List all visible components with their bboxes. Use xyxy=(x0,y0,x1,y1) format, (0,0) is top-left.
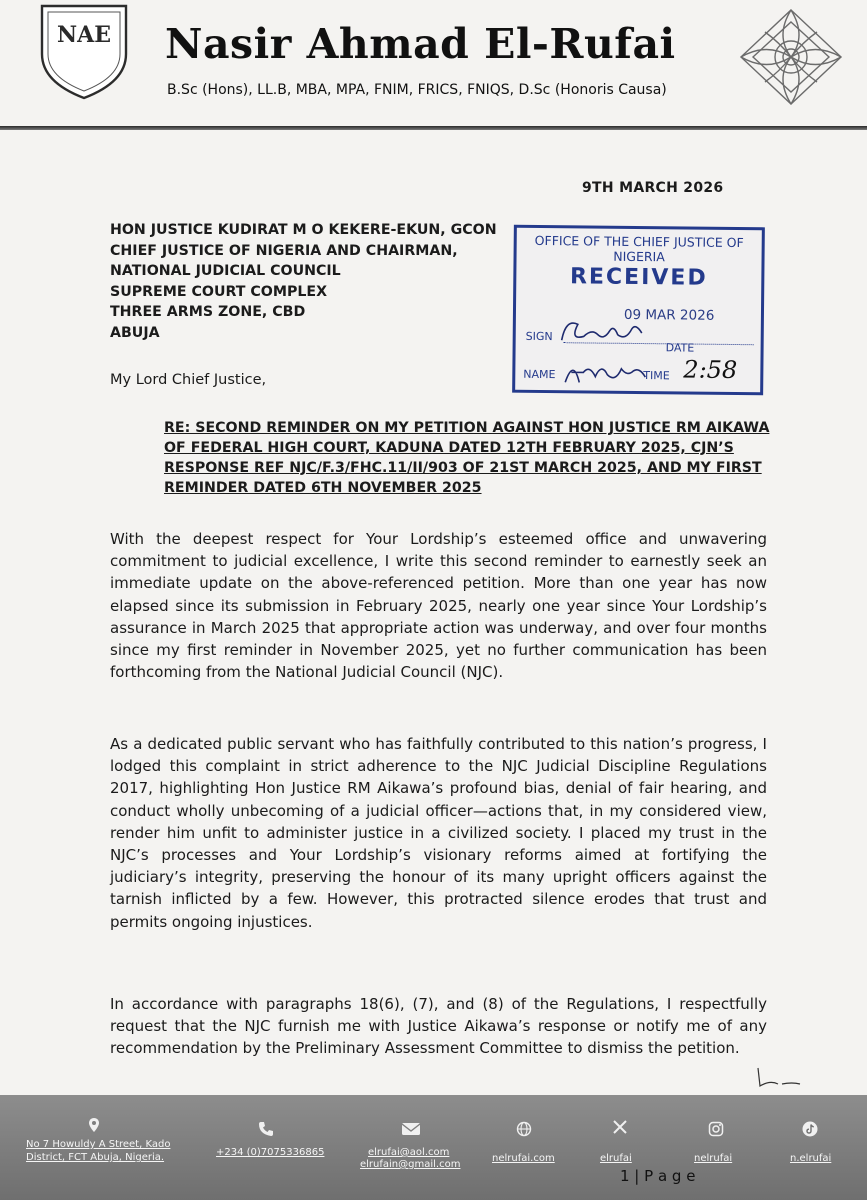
phone-icon xyxy=(258,1121,274,1137)
stamp-date-label: DATE xyxy=(665,341,695,355)
body-paragraph: In accordance with paragraphs 18(6), (7), and (8) of the Regulations, I respectfully request that the NJC furnish me with Justice Aikawa’s response or notify me of any recommendation by the Preliminary Assessment Committee to dismiss the petition. xyxy=(110,995,767,1058)
globe-icon xyxy=(516,1121,532,1137)
footer-instagram[interactable]: nelrufai xyxy=(694,1153,733,1164)
handwritten-initials xyxy=(752,1064,802,1090)
tiktok-icon xyxy=(802,1121,818,1137)
stamp-office: OFFICE OF THE CHIEF JUSTICE OF NIGERIA xyxy=(534,232,744,265)
recipient-address xyxy=(110,220,497,343)
body-paragraph: As a dedicated public servant who has faithfully contributed to this nation’s progress, I lodged this complaint in strict adherence to the NJC Judicial Discipline Regulations 2017, highlighting Hon Justice RM Aikawa’s profound bias, denial of fair hearing, and conduct wholly unbecoming of a judicial officer—actions that, in my considered view, render him unfit to administer justice in a civilized society. I placed my trust in the NJC’s processes and Your Lordship’s visionary reforms aimed at fortifying the judiciary’s integrity, preserving the honour of its many upright officers against the tarnish inflicted by a few. However, this protracted silence erodes that trust and permits ongoing injustices. xyxy=(110,735,767,931)
nae-shield-logo xyxy=(36,2,132,100)
address-line: ABUJA xyxy=(110,324,160,341)
letterhead-qualifications: B.Sc (Hons), LL.B, MBA, MPA, FNIM, FRICS, FNIQS, D.Sc (Honoris Causa) xyxy=(167,82,667,98)
footer-contact-band xyxy=(0,1095,867,1200)
location-icon xyxy=(86,1117,102,1133)
stamp-date: 09 MAR 2026 xyxy=(623,306,715,324)
footer-x-handle[interactable]: elrufai xyxy=(600,1153,632,1164)
body-paragraph: With the deepest respect for Your Lordship’s esteemed office and unwavering commitment to judicial excellence, I write this second reminder to earnestly seek an immediate update on the above-referenced petition. More than one year has now elapsed since its submission in February 2025, nearly one year since Your Lordship’s assurance in March 2025 that appropriate action was underway, and over four months since my first reminder in November 2025, yet no further communication has been forthcoming from the National Judicial Council (NJC). xyxy=(110,530,767,682)
header-divider xyxy=(0,126,867,130)
address-line: NATIONAL JUDICIAL COUNCIL xyxy=(110,263,341,279)
ornamental-emblem-icon xyxy=(735,6,847,108)
footer-email[interactable]: elrufai@aol.com xyxy=(368,1147,450,1158)
letterhead-name: Nasir Ahmad El-Rufai xyxy=(165,20,676,68)
subject-line: RE: SECOND REMINDER ON MY PETITION AGAINST HON JUSTICE RM AIKAWA OF FEDERAL HIGH COURT, KADUNA DATED 12TH FEBRUARY 2025, CJN’S RESPONSE REF NJC/F.3/FHC.11/II/903 OF 21ST MARCH 2025, AND MY FIRST REMINDER DATED 6TH NOVEMBER 2025 xyxy=(164,420,770,496)
stamp-time-value: 2:58 xyxy=(683,355,738,385)
stamp-sign-label: SIGN xyxy=(525,329,553,344)
footer-tiktok[interactable]: n.elrufai xyxy=(790,1153,832,1164)
address-line: SUPREME COURT COMPLEX xyxy=(110,283,328,300)
stamp-name-label: NAME xyxy=(523,367,556,382)
x-icon xyxy=(612,1119,628,1135)
footer-address-line: No 7 Howuldy A Street, Kado xyxy=(26,1139,171,1150)
page-number: 1 | P a g e xyxy=(620,1167,696,1185)
footer-email[interactable]: elrufain@gmail.com xyxy=(360,1159,461,1170)
address-line: HON JUSTICE KUDIRAT M O KEKERE-EKUN, GCON xyxy=(110,222,497,238)
footer-phone[interactable]: +234 (0)7075336865 xyxy=(216,1147,325,1158)
instagram-icon xyxy=(708,1121,724,1137)
address-line: CHIEF JUSTICE OF NIGERIA AND CHAIRMAN, xyxy=(110,242,458,259)
address-line: THREE ARMS ZONE, CBD xyxy=(110,304,306,320)
handwritten-name xyxy=(561,356,647,389)
handwritten-signature xyxy=(556,310,646,351)
logo-text: NAE xyxy=(57,22,111,48)
stamp-time-label: TIME xyxy=(643,369,670,383)
received-stamp xyxy=(512,225,765,396)
letter-date: 9TH MARCH 2026 xyxy=(582,180,724,196)
salutation: My Lord Chief Justice, xyxy=(110,372,267,388)
footer-address-line: District, FCT Abuja, Nigeria. xyxy=(26,1152,165,1163)
mail-icon xyxy=(401,1121,421,1137)
footer-website[interactable]: nelrufai.com xyxy=(492,1153,555,1164)
stamp-received-label: RECEIVED xyxy=(569,264,708,291)
